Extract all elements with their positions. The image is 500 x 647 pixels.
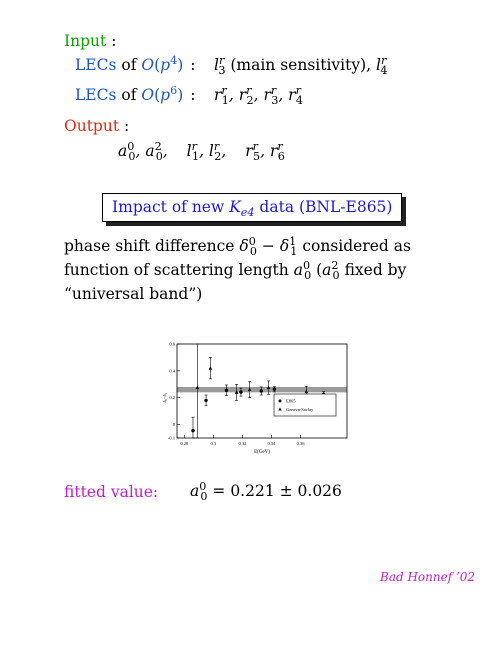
l3-sup: r xyxy=(218,53,225,67)
output-heading xyxy=(64,117,129,135)
input-label: Input xyxy=(64,32,107,50)
main-sensitivity-text: (main sensitivity), xyxy=(230,56,372,74)
legend-e865-marker xyxy=(279,400,282,403)
x-tick-label: 0.3 xyxy=(210,441,217,446)
para-line2-pre: function of scattering length xyxy=(64,261,289,279)
impact-K: K xyxy=(229,198,241,216)
lecs-p4-exponent: 4 xyxy=(170,53,178,67)
fitted-value-row xyxy=(64,483,158,501)
x-tick-label: 0.34 xyxy=(267,441,276,446)
lecs-p6-order-O: O xyxy=(141,86,155,104)
legend-e865-label: E865 xyxy=(286,398,296,404)
lecs-p4-values xyxy=(214,53,388,78)
output-values: $a^0_0$, $a^2_0$, $l^r_1$, $l^r_2$, $r^r_5$, $r^r_6$ xyxy=(118,139,285,164)
l4-symbol: l xyxy=(376,56,381,74)
input-heading xyxy=(64,32,116,50)
y-tick-label: 0 xyxy=(172,422,175,428)
y-tick-label: 0.4 xyxy=(169,368,175,374)
lecs-p4-colon: : xyxy=(190,56,196,74)
fitted-a-sub: 0 xyxy=(200,490,208,504)
lecs-p4-order-O: O xyxy=(141,56,155,74)
lecs-p6-p: p xyxy=(160,86,171,104)
geneva-saclay-point xyxy=(209,366,213,369)
x-tick-label: 0.28 xyxy=(180,441,189,446)
impact-text-pre: Impact of new xyxy=(112,198,225,216)
fitted-a: a xyxy=(190,482,200,500)
fitted-label: fitted value: xyxy=(64,483,159,501)
e865-point xyxy=(191,429,194,432)
x-tick-label: 0.32 xyxy=(238,441,247,446)
lecs-p4-row: LECs of $O(p^4)$ : xyxy=(75,53,196,74)
y-tick-label: 0.6 xyxy=(169,341,175,347)
para-line1-post: considered as xyxy=(302,237,411,255)
e865-point xyxy=(239,390,242,393)
input-colon: : xyxy=(111,32,117,50)
e865-point xyxy=(260,389,263,392)
lecs-p6-colon: : xyxy=(190,86,196,104)
lecs-p4-of: of xyxy=(121,56,137,74)
lecs-p4-p: p xyxy=(160,56,171,74)
output-colon: : xyxy=(124,117,130,135)
lecs-p6-row: LECs of $O(p^6)$ : xyxy=(75,83,196,104)
e865-point xyxy=(273,388,276,391)
output-label: Output xyxy=(64,117,120,135)
lecs-p6-exponent: 6 xyxy=(170,83,178,97)
l4-sub: 4 xyxy=(380,64,388,78)
l3-sub: 3 xyxy=(218,64,226,78)
para-line-1: phase shift difference $\delta^0_0 - \delta^1_1$ considered as xyxy=(64,234,411,259)
e865-point xyxy=(225,389,228,392)
phase-shift-chart xyxy=(160,338,355,463)
impact-box xyxy=(102,193,402,222)
y-axis-label: δ₀−δ₁ xyxy=(162,392,167,403)
impact-text-post: data (BNL-E865) xyxy=(259,198,393,216)
para-line-2: function of scattering length $a^0_0$ ($a^2_0$ fixed by xyxy=(64,258,407,283)
x-tick-label: 0.36 xyxy=(296,441,305,446)
lecs-p6-of: of xyxy=(121,86,137,104)
y-tick-label: -0.1 xyxy=(167,435,175,441)
lecs-p6-values: $r^r_1$, $r^r_2$, $r^r_3$, $r^r_4$ xyxy=(214,83,304,108)
para-line2-post: fixed by xyxy=(344,261,407,279)
lecs-p6-label: LECs xyxy=(75,86,117,104)
fitted-formula xyxy=(190,479,342,504)
impact-K-sub: e4 xyxy=(240,206,255,220)
e865-point xyxy=(204,399,207,402)
fitted-a-sup: 0 xyxy=(199,479,207,493)
legend-geneva-label: Geneva-Saclay xyxy=(286,407,314,412)
l3-symbol: l xyxy=(214,56,219,74)
legend-box xyxy=(274,394,336,416)
l4-sup: r xyxy=(381,53,387,67)
footer-label: Bad Honnef ’02 xyxy=(380,570,476,584)
fitted-equation: = 0.221 ± 0.026 xyxy=(212,482,342,500)
description-paragraph xyxy=(64,234,464,306)
x-axis-label: E(GeV) xyxy=(254,450,270,455)
para-line-3: “universal band”) xyxy=(64,285,203,303)
lecs-p4-label: LECs xyxy=(75,56,117,74)
y-tick-label: 0.2 xyxy=(169,395,175,401)
para-line1-pre: phase shift difference xyxy=(64,237,235,255)
